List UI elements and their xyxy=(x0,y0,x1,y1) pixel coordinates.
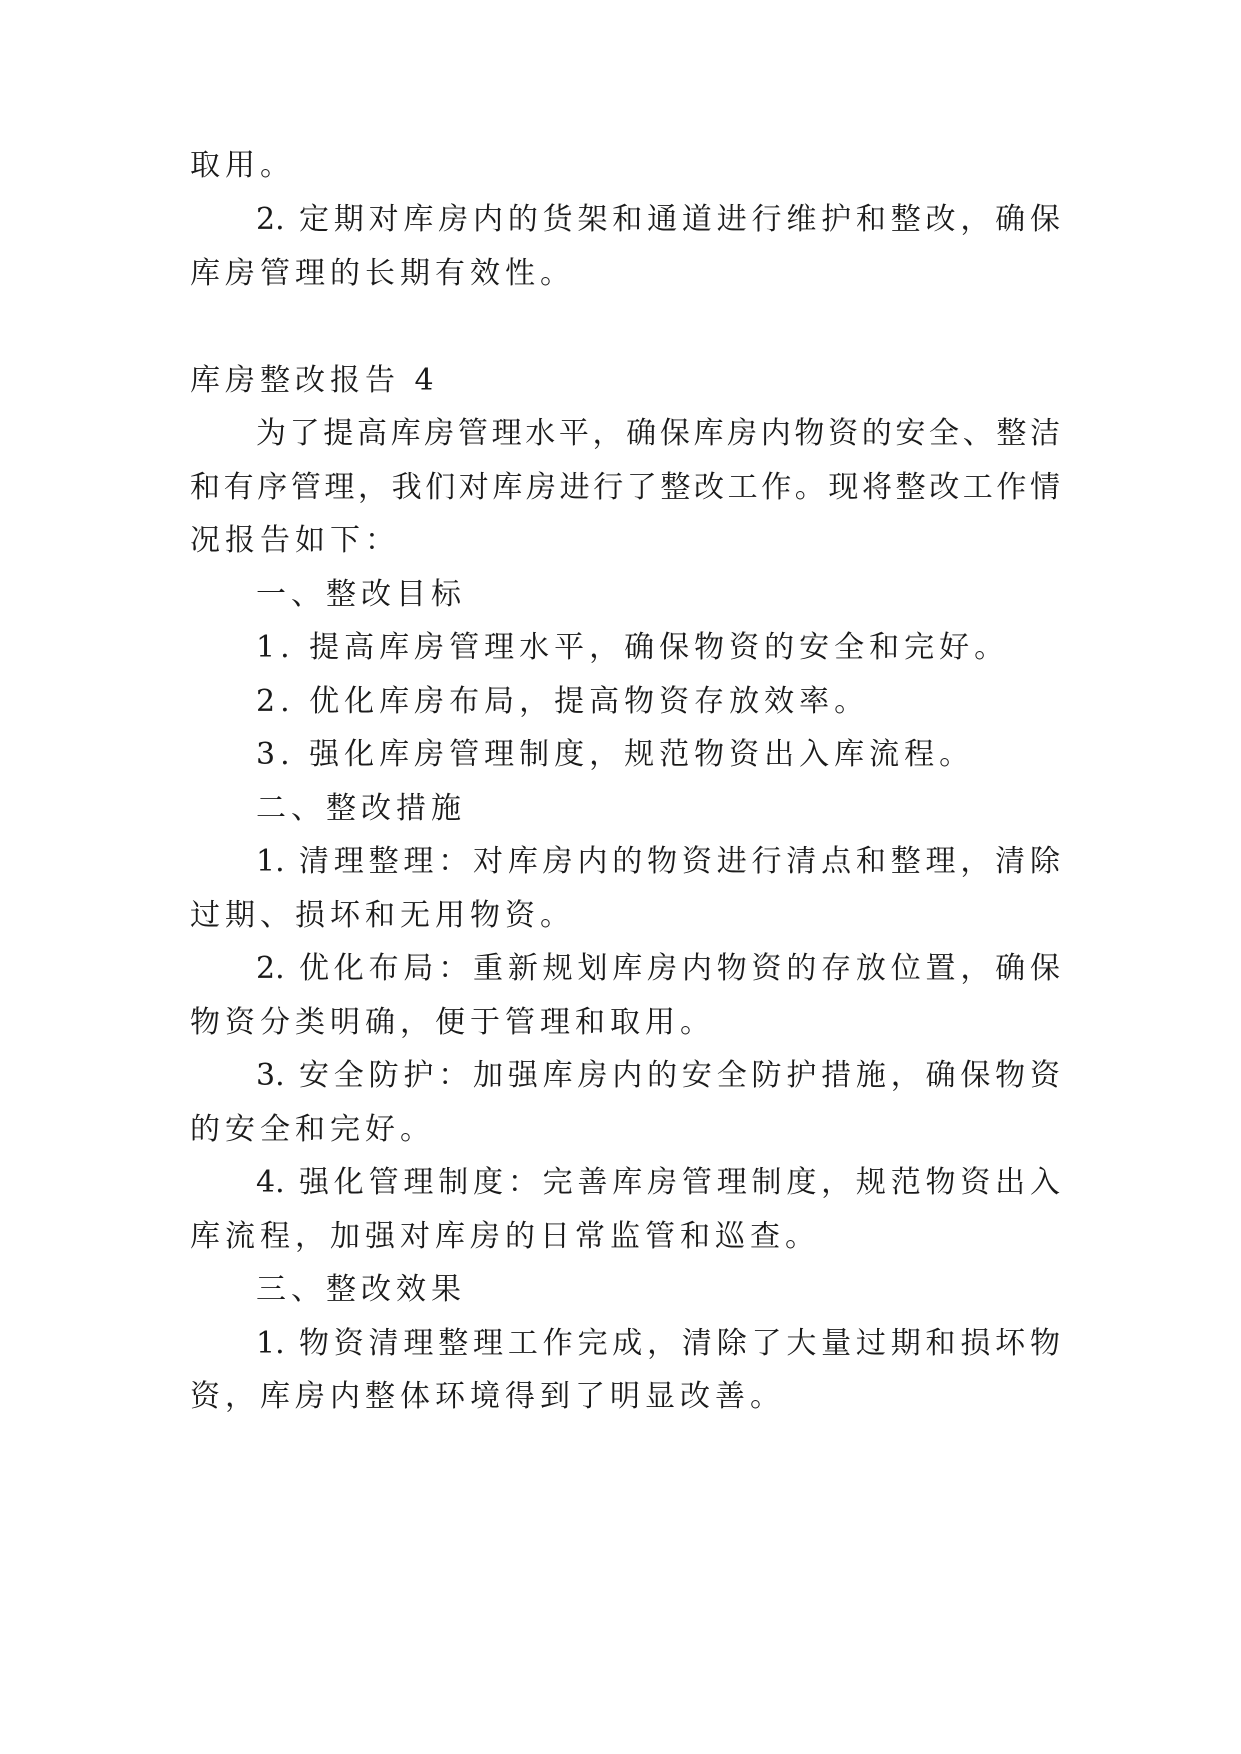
list-item: 3. 安全防护：加强库房内的安全防护措施，确保物资 xyxy=(256,1058,1060,1093)
list-item-continuation: 物资分类明确，便于管理和取用。 xyxy=(190,1005,715,1040)
list-item: 3. 强化库房管理制度，规范物资出入库流程。 xyxy=(256,737,975,772)
paragraph-line: 和有序管理，我们对库房进行了整改工作。现将整改工作情 xyxy=(190,470,1060,505)
subheading: 三、整改效果 xyxy=(256,1272,466,1307)
paragraph-line: 况报告如下： xyxy=(190,523,400,558)
section-heading: 库房整改报告 4 xyxy=(190,363,439,398)
paragraph-line: 取用。 xyxy=(190,148,295,183)
list-item: 1. 清理整理：对库房内的物资进行清点和整理，清除 xyxy=(256,844,1060,879)
list-item: 4. 强化管理制度：完善库房管理制度，规范物资出入 xyxy=(256,1165,1060,1200)
subheading: 一、整改目标 xyxy=(256,577,466,612)
list-item: 2. 优化布局：重新规划库房内物资的存放位置，确保 xyxy=(256,951,1060,986)
paragraph-line: 为了提高库房管理水平，确保库房内物资的安全、整洁 xyxy=(256,416,1060,451)
list-item-continuation: 资，库房内整体环境得到了明显改善。 xyxy=(190,1379,785,1414)
subheading: 二、整改措施 xyxy=(256,791,466,826)
list-item-continuation: 的安全和完好。 xyxy=(190,1112,435,1147)
list-item: 1. 提高库房管理水平，确保物资的安全和完好。 xyxy=(256,630,1010,665)
list-item-continuation: 过期、损坏和无用物资。 xyxy=(190,898,575,933)
paragraph-line: 库房管理的长期有效性。 xyxy=(190,256,575,291)
paragraph-line: 2. 定期对库房内的货架和通道进行维护和整改，确保 xyxy=(256,202,1060,237)
list-item-continuation: 库流程，加强对库房的日常监管和巡查。 xyxy=(190,1219,820,1254)
list-item: 1. 物资清理整理工作完成，清除了大量过期和损坏物 xyxy=(256,1326,1060,1361)
list-item: 2. 优化库房布局，提高物资存放效率。 xyxy=(256,684,870,719)
